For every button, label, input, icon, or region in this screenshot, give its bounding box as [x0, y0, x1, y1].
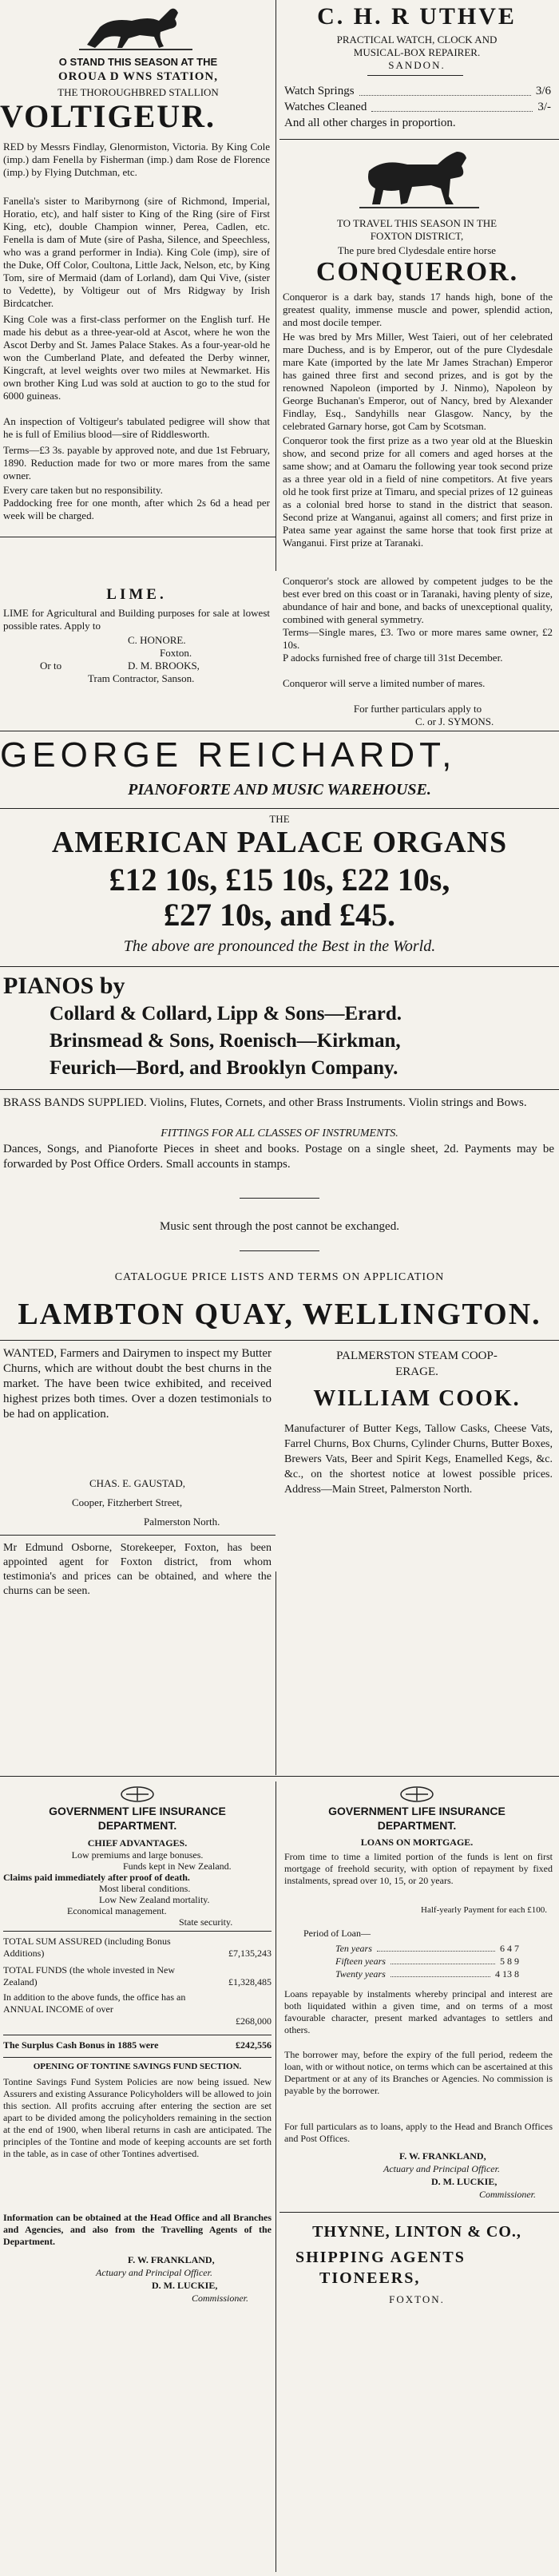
divider	[240, 1250, 319, 1251]
glid-right-table	[335, 1942, 519, 1980]
advantage-item: Economical management.	[67, 1905, 167, 1916]
glid-left-sig-2: D. M. LUCKIE,	[152, 2280, 218, 2291]
conqueror-subtitle: The pure bred Clydesdale entire horse	[337, 244, 497, 256]
loan-period: Fifteen years	[335, 1956, 386, 1967]
churns-name: CHAS. E. GAUSTAD,	[89, 1477, 185, 1489]
ruthven-trade-1: PRACTICAL WATCH, CLOCK AND	[336, 34, 498, 46]
divider	[280, 2212, 559, 2213]
divider	[0, 966, 559, 967]
thynne-place: FOXTON.	[389, 2293, 445, 2305]
price-value: 3/-	[537, 101, 551, 113]
reichardt-brass: BRASS BANDS SUPPLIED. Violins, Flutes, Cornets, and other Brass Instruments. Violin strings and Bows.	[3, 1096, 527, 1109]
advantage-item: State security.	[179, 1916, 233, 1928]
divider	[3, 1931, 272, 1932]
glid-left-sig-1-title: Actuary and Principal Officer.	[96, 2267, 212, 2278]
price-footer: And all other charges in proportion.	[284, 117, 456, 129]
ruthven-name: C. H. R UTHVE	[317, 3, 517, 30]
reichardt-dances: Dances, Songs, and Pianoforte Pieces in sheet and books. Postage on a single sheet, 2d. Payments may be forwarded by Post Office Orders. Small accounts in stamps.	[3, 1143, 554, 1171]
organs-the: THE	[269, 813, 290, 825]
voltigeur-station: OROUA D WNS STATION,	[57, 70, 219, 83]
loan-row	[335, 1968, 519, 1980]
glid-right-text-2: Loans repayable by instalments whereby principal and interest are both liquidated within a given time, and on terms of a most favourable character, present marked advantages to settlers and others.	[284, 1988, 553, 2035]
organs-prices-2: £27 10s, and £45.	[163, 897, 396, 933]
glid-right-sig-2: D. M. LUCKIE,	[431, 2176, 498, 2187]
loan-row	[335, 1955, 519, 1968]
price-value: 3/6	[535, 85, 551, 97]
loan-period: Ten years	[335, 1943, 372, 1954]
advantage-item: Low premiums and large bonuses.	[71, 1849, 204, 1861]
glid-right-sig-1: F. W. FRANKLAND,	[399, 2150, 486, 2162]
cooperage-name: WILLIAM COOK.	[313, 1386, 521, 1411]
divider	[280, 139, 559, 140]
voltigeur-racing: King Cole was a first-class performer on the English turf. He made his debut as a three-year-old at Ascot, where he won the Ascot Derby and St. James Palace Stakes. As a four-year-old he won the Cumberland Plate, and defeated the Derby winner, Kingcraft, at level weights over two miles at Newmarket. His own brother King Lud was sold at auction to go to the stud for 6000 guineas.	[3, 313, 270, 402]
ruthven-town: SANDON.	[388, 59, 446, 71]
divider	[240, 1198, 319, 1199]
conqueror-contact-name: C. or J. SYMONS.	[415, 715, 494, 727]
advantage-item: Most liberal conditions.	[99, 1883, 191, 1894]
crest-icon	[120, 1785, 155, 1803]
voltigeur-care: Every care taken but no responsibility.	[3, 484, 163, 496]
pianos-makers-3: Feurich—Bord, and Brooklyn Company.	[50, 1057, 398, 1079]
crest-icon	[399, 1785, 434, 1803]
lime-text: LIME for Agricultural and Building purposes for sale at lowest possible rates. Apply to	[3, 607, 270, 632]
cooperage-title-1: PALMERSTON STEAM COOP-	[336, 1349, 498, 1362]
reichardt-address: LAMBTON QUAY, WELLINGTON.	[18, 1298, 541, 1331]
glid-left-surplus-value: £242,556	[236, 2039, 272, 2051]
glid-right-title-1: GOVERNMENT LIFE INSURANCE	[328, 1805, 505, 1817]
glid-left-totals	[3, 1936, 272, 1988]
churns-address-1: Cooper, Fitzherbert Street,	[72, 1496, 183, 1508]
price-row	[284, 99, 551, 115]
loan-period: Twenty years	[335, 1968, 386, 1980]
glid-right-table-head: Half-yearly Payment for each £100.	[421, 1905, 547, 1915]
lime-place-2: Tram Contractor, Sanson.	[88, 672, 195, 684]
advantage-item: Claims paid immediately after proof of death.	[3, 1872, 190, 1883]
conqueror-intro-1: TO TRAVEL THIS SEASON IN THE	[336, 217, 498, 229]
advantage-item: Low New Zealand mortality.	[99, 1894, 210, 1905]
conqueror-intro-2: FOXTON DISTRICT,	[370, 230, 464, 242]
lime-name-2: D. M. BROOKS,	[128, 660, 200, 672]
glid-right-title-2: DEPARTMENT.	[377, 1819, 457, 1832]
glid-left-advantages	[3, 1849, 272, 1928]
cooperage-title-2: ERAGE.	[395, 1365, 438, 1378]
glid-left-tontine-title: OPENING OF TONTINE SAVINGS FUND SECTION.	[33, 2062, 242, 2071]
pianos-makers-2: Brinsmead & Sons, Roenisch—Kirkman,	[50, 1030, 401, 1052]
glid-left-surplus: The Surplus Cash Bonus in 1885 were	[3, 2039, 159, 2051]
organs-title: AMERICAN PALACE ORGANS	[51, 826, 508, 859]
churns-text: WANTED, Farmers and Dairymen to inspect my Butter Churns, which are without doubt the best churns in the market. The have been twice exhibited, and received highest prizes both times. Over a dozen testimonials to be had on application.	[3, 1347, 272, 1421]
divider	[0, 808, 559, 809]
thynne-line-2: TIONEERS,	[319, 2269, 421, 2287]
total-value: £1,328,485	[228, 1976, 272, 1987]
voltigeur-stallion: THE THOROUGHBRED STALLION	[57, 86, 219, 98]
divider	[0, 1340, 559, 1341]
conqueror-prizes: Conqueror took the first prize as a two year old at the Blueskin show, and second prize for all comers and aged horses at the same show; and at Oamaru the following year took second prize as a three year old in a field of nine competitors. At five years old he took first prize at Timaru, and special prizes of 12 guineas as a colonial bred horse to stand in the district that season. Second prize at Wanganui, against all comers; and first prize in Patea same year against the same horse that took first prize at Wanganui. First prize at Taranaki.	[283, 434, 553, 549]
voltigeur-pedigree: RED by Messrs Findlay, Glenormiston, Victoria. By King Cole (imp.) dam Fenella by Fisherman (imp.) dam Rose de Florence (imp.) by Flying Dutchman, etc.	[3, 141, 270, 178]
conqueror-paddocks: P adocks furnished free of charge till 31st December.	[283, 652, 503, 664]
total-row	[3, 1936, 272, 1960]
conqueror-description: Conqueror is a dark bay, stands 17 hands high, bone of the greatest quality, immense muscle and power, splendid action, and most docile temper.	[283, 291, 553, 328]
reichardt-name: GEORGE REICHARDT,	[0, 735, 457, 775]
voltigeur-lineage: Fanella's sister to Maribyrnong (sire of Richmond, Imperial, Horatio, etc), and half sister to King of the Ring (sire of First King, etc), double Champion winner, Perea, Cadlen, etc. Fenella is dam of Mute (sire of Pasha, Silence, and Speechless, who was a grand performer in India). King Cole (imp), sire of the Duke, Off Color, Coultona, Little Jack, Nelson, etc, by King Tom, sire of Mermaid (dam of Lorland), dam Qui Vive, (sister to Vedette), by Voltigeur out of Mrs Ridgway by Irish Birdcatcher.	[3, 195, 270, 309]
reichardt-subtitle: PIANOFORTE AND MUSIC WAREHOUSE.	[128, 781, 431, 799]
churns-address-2: Palmerston North.	[144, 1516, 220, 1528]
racehorse-illustration	[76, 3, 196, 53]
voltigeur-inspection: An inspection of Voltigeur's tabulated pedigree will show that he is full of Emilius blood—sire of Riddlesworth.	[3, 415, 270, 440]
glid-left-chief: CHIEF ADVANTAGES.	[87, 1837, 188, 1849]
glid-left-title-1: GOVERNMENT LIFE INSURANCE	[49, 1805, 226, 1817]
voltigeur-name: VOLTIGEUR.	[0, 98, 216, 134]
thynne-line-1: SHIPPING AGENTS	[295, 2249, 466, 2266]
divider	[0, 1535, 276, 1536]
glid-left-info: Information can be obtained at the Head Office and all Branches and Agencies, and also from the Travelling Agents of the Department.	[3, 2212, 272, 2247]
cooperage-text: Manufacturer of Butter Kegs, Tallow Casks, Cheese Vats, Farrel Churns, Box Churns, Cylinder Churns, Butter Boxes, Brewers Vats, Beer and Spirit Kegs, Enamelled Kegs, &c. &c., on the shortest notice at lowest possible prices. Address—Main Street, Palmerston North.	[284, 1423, 553, 1496]
organs-tagline: The above are pronounced the Best in the World.	[123, 937, 436, 955]
loan-amount: 6 4 7	[500, 1943, 519, 1954]
organs-prices-1: £12 10s, £15 10s, £22 10s,	[109, 862, 450, 898]
divider	[0, 1089, 559, 1090]
loan-amount: 5 8 9	[500, 1956, 519, 1967]
churns-agent-notice: Mr Edmund Osborne, Storekeeper, Foxton, has been appointed agent for Foxton district, from whom testimonia's and prices can be obtained, and where the churns can be seen.	[3, 1542, 272, 1597]
conqueror-service: Conqueror will serve a limited number of mares.	[283, 677, 486, 689]
ruthven-trade-2: MUSICAL-BOX REPAIRER.	[353, 46, 481, 58]
glid-right-text-1: From time to time a limited portion of the funds is lent on first mortgage of freehold security, with option of repayment by fixed instalments, spread over 10, 15, or 20 years.	[284, 1851, 553, 1886]
ruthven-price-list	[284, 83, 551, 131]
price-item: Watches Cleaned	[284, 101, 367, 113]
loan-row	[335, 1942, 519, 1955]
lime-or: Or to	[40, 660, 62, 672]
price-item: Watch Springs	[284, 85, 355, 97]
voltigeur-intro: O STAND THIS SEASON AT THE	[58, 56, 218, 68]
total-row	[3, 1964, 272, 1988]
pianos-heading: PIANOS by	[3, 973, 125, 999]
loan-amount: 4 13 8	[495, 1968, 519, 1980]
divider	[3, 2057, 272, 2058]
price-row	[284, 83, 551, 99]
pianos-makers-1: Collard & Collard, Lipp & Sons—Erard.	[50, 1003, 402, 1024]
glid-left-income: In addition to the above funds, the office has an ANNUAL INCOME of over	[3, 1991, 186, 2015]
glid-right-text-3: The borrower may, before the expiry of the full period, redeem the loan, with or without notice, on terms which can be ascertained at this Department or at any of its Branches or Agencies. No commission is payable by the borrower.	[284, 2049, 553, 2096]
conqueror-stock: Conqueror's stock are allowed by competent judges to be the best ever bred on this coast or in Taranaki, having plenty of size, abundance of hair and bone, and backs of unexceptional quality, combined with general symmetry.	[283, 575, 553, 625]
voltigeur-paddocking: Paddocking free for one month, after which 2s 6d a head per week will be charged.	[3, 497, 270, 521]
glid-left-tontine: Tontine Savings Fund System Policies are now being issued. New Assurers and existing Assurance Policyholders will be allowed to join this section. All profits accruing after entering the section are set apart to be divided among the policyholders remaining in the section at the end of 1900, when liberal returns in cash are anticipated. The principles of the Tontine and mode of keeping accounts are set forth in the table, as in case of other Tontines advertised.	[3, 2076, 272, 2159]
reichardt-fittings: FITTINGS FOR ALL CLASSES OF INSTRUMENTS.	[161, 1127, 398, 1139]
total-label: TOTAL SUM ASSURED (including Bonus Additions)	[3, 1936, 171, 1959]
conqueror-name: CONQUEROR.	[315, 257, 519, 287]
divider	[0, 1776, 559, 1777]
lime-title: LIME.	[106, 586, 167, 603]
total-label: TOTAL FUNDS (the whole invested in New Zealand)	[3, 1964, 176, 1987]
glid-left-sig-1: F. W. FRANKLAND,	[128, 2254, 215, 2265]
glid-right-sig-1-title: Actuary and Principal Officer.	[383, 2163, 500, 2174]
reichardt-music: Music sent through the post cannot be exchanged.	[160, 1220, 399, 1233]
advantage-item: Funds kept in New Zealand.	[123, 1861, 232, 1872]
glid-right-sig-2-title: Commissioner.	[479, 2189, 537, 2200]
lime-name-1: C. HONORE.	[128, 634, 186, 646]
glid-left-title-2: DEPARTMENT.	[97, 1819, 177, 1832]
reichardt-catalogue: CATALOGUE PRICE LISTS AND TERMS ON APPLICATION	[114, 1271, 445, 1283]
draught-horse-illustration	[359, 147, 479, 211]
conqueror-breeding: He was bred by Mrs Miller, West Taieri, out of her celebrated mare Duchess, and is by Emperor, out of the pure Clydesdale mare Kate (imported by the late Mr James Strachan) Emperor has gained three first and second prizes, and is got by the renowned Napoleon (imported by J. Ninmo), Napoleon by George Buchanan's Emperor, out of Nancy, bred by Alexander Findlay, Esq., Sandyhills near Glasgow. Nancy, by the celebrated Garnary horse, got Cam by Scotsman.	[283, 331, 553, 432]
total-value: £7,135,243	[228, 1948, 272, 1959]
glid-right-table-col: Period of Loan—	[303, 1928, 371, 1939]
glid-left-sig-2-title: Commissioner.	[192, 2293, 249, 2304]
voltigeur-terms: Terms—£3 3s. payable by approved note, and due 1st February, 1890. Reduction made for two or more mares from the same owner.	[3, 444, 270, 482]
conqueror-contact: For further particulars apply to	[353, 703, 482, 715]
thynne-name: THYNNE, LINTON & CO.,	[312, 2223, 521, 2241]
divider	[367, 75, 463, 76]
lime-place-1: Foxton.	[160, 647, 192, 659]
glid-left-income-value: £268,000	[236, 2015, 272, 2027]
glid-right-text-4: For full particulars as to loans, apply to the Head and Branch Offices and Post Offices.	[284, 2121, 553, 2144]
conqueror-terms: Terms—Single mares, £3. Two or more mares same owner, £2 10s.	[283, 626, 553, 651]
glid-right-loans: LOANS ON MORTGAGE.	[360, 1837, 474, 1848]
